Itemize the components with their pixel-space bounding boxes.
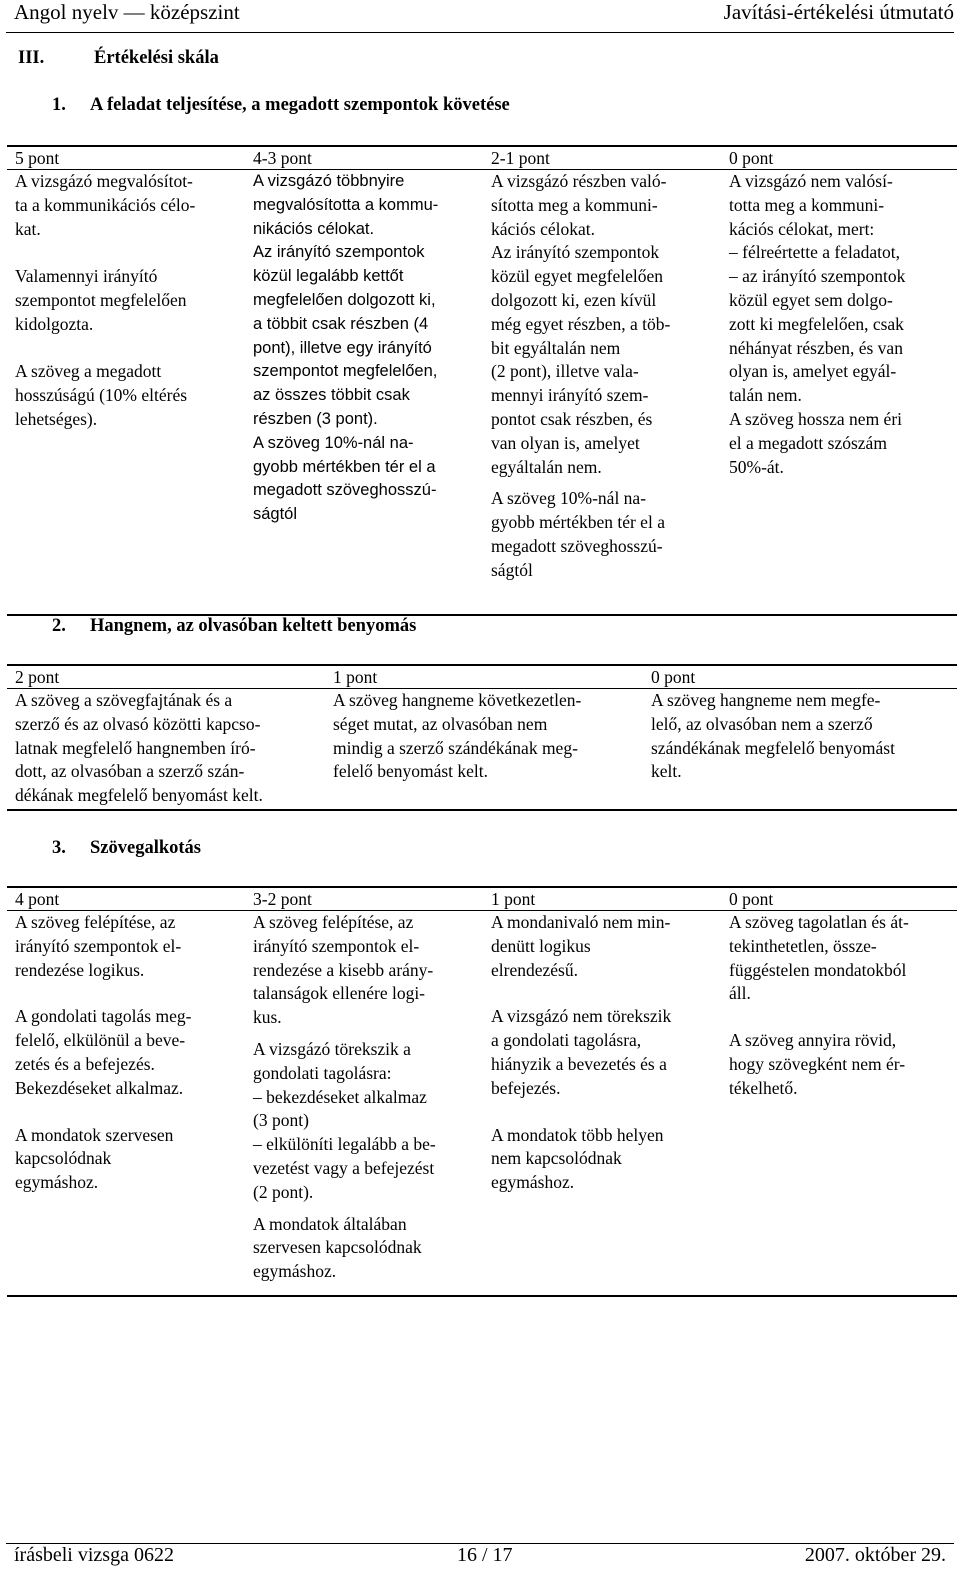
cell-part — [15, 1005, 245, 1100]
text-line: Az irányító szempontok — [253, 243, 425, 262]
text-line: A mondanivaló nem min- — [491, 912, 671, 932]
text-line: ságtól — [491, 559, 533, 580]
text-line: egymáshoz. — [491, 1172, 575, 1193]
text-line: séget mutat, az olvasóban nem — [333, 713, 548, 734]
text-line: nikációs célokat. — [253, 219, 375, 238]
text-line: tekinthetetlen, összе- — [729, 935, 877, 956]
text-line: A vizsgázó nem törekszik — [491, 1006, 672, 1027]
text-line: rendezése logikus. — [15, 959, 145, 980]
text-line: megfelelően dolgozott ki, — [253, 290, 436, 309]
text-line: közül legalább kettőt — [253, 267, 404, 286]
text-line: A vizsgázó megvalósítot- — [15, 171, 193, 191]
footer-page-number: 16 / 17 — [457, 1544, 513, 1566]
text-line: gyobb mértékben tér el a — [491, 512, 665, 533]
text-line: megvalósította a kommu- — [253, 195, 439, 214]
cell-part — [491, 487, 721, 582]
section-1-title — [52, 95, 510, 116]
text-line: dékának megfelelő benyomást kelt. — [15, 785, 263, 806]
text-line: Az irányító szempontok — [491, 242, 660, 263]
text-line: hiányzik a bevezetés és a — [491, 1053, 667, 1074]
text-line: bit egyáltalán nem — [491, 337, 621, 358]
section-3-label: Szövegalkotás — [90, 838, 201, 858]
cell-5-pont — [7, 170, 245, 616]
footer-date: 2007. október 29. — [804, 1544, 946, 1566]
column-header: 1 pont — [333, 667, 378, 687]
column-header: 4 pont — [15, 889, 60, 909]
text-line: szervesen kapcsolódnak — [253, 1237, 422, 1258]
text-line: vezetést vagy a befejezést — [253, 1157, 435, 1178]
text-line: A szöveg felépítése, az — [15, 912, 176, 932]
text-line: szándékának megfelelő benyomást — [651, 737, 895, 758]
text-line: kelt. — [651, 761, 682, 782]
text-line: A szöveg 10%-nál na- — [253, 433, 414, 452]
cell-part — [491, 170, 721, 479]
cell-4-pont — [7, 911, 245, 1297]
text-line: A gondolati tagolás meg- — [15, 1006, 192, 1027]
text-line: zetés és a befejezés. — [15, 1053, 155, 1074]
text-line: (2 pont). — [253, 1181, 314, 1202]
text-line: egymáshoz. — [253, 1261, 337, 1282]
text-line: szempontot megfelelően — [15, 289, 187, 310]
text-line: A vizsgázó törekszik a — [253, 1038, 411, 1059]
text-line: kációs célokat. — [491, 218, 595, 239]
text-line: Bekezdéseket alkalmaz. — [15, 1077, 184, 1098]
text-line: gondolati tagolásra: — [253, 1062, 392, 1083]
text-line: Valamennyi irányító — [15, 266, 158, 287]
text-line: ta a kommunikációs célo- — [15, 194, 196, 215]
text-line: A mondatok több helyen — [491, 1124, 664, 1145]
text-line: tékelhető. — [729, 1077, 798, 1098]
text-line: A vizsgázó nem valósí- — [729, 171, 893, 191]
cell-1-pont — [325, 689, 643, 811]
text-line: a többit csak részben (4 — [253, 314, 429, 333]
text-line: van olyan is, amelyet — [491, 432, 640, 453]
text-line: – bekezdéseket alkalmaz — [253, 1086, 427, 1107]
cell-part — [491, 1005, 721, 1100]
text-line: dolgozott ki, ezen kívül — [491, 289, 657, 310]
table-header-row — [7, 887, 957, 911]
cell-1-pont — [483, 911, 721, 1297]
text-line: A szöveg hossza nem éri — [729, 408, 903, 429]
text-line: befejezés. — [491, 1077, 561, 1098]
text-line: elrendezésű. — [491, 959, 578, 980]
text-line: áll. — [729, 983, 751, 1004]
column-header: 0 pont — [651, 667, 696, 687]
cell-part — [15, 1124, 245, 1195]
text-line: (3 pont) — [253, 1110, 309, 1131]
text-line: közül egyet sem dolgo- — [729, 289, 893, 310]
column-header: 0 pont — [729, 889, 774, 909]
text-line: totta meg a kommuni- — [729, 194, 885, 215]
section-2-label: Hangnem, az olvasóban keltett benyomás — [90, 616, 417, 636]
column-header: 1 pont — [491, 889, 536, 909]
column-header: 4-3 pont — [253, 148, 312, 168]
text-line: A szöveg hangneme nem megfe- — [651, 690, 881, 710]
text-line: A szöveg hangneme következetlen- — [333, 690, 582, 710]
text-line: 50%-át. — [729, 456, 784, 477]
table-row — [7, 170, 957, 616]
cell-part — [15, 911, 245, 982]
text-line: egyáltalán nem. — [491, 456, 602, 477]
column-header: 2-1 pont — [491, 148, 550, 168]
section-main-title — [18, 48, 219, 69]
cell-part — [253, 1038, 483, 1205]
text-line: A szöveg a megadott — [15, 361, 162, 382]
text-line: latnak megfelelő hangnemben író- — [15, 737, 256, 758]
table-header-row — [7, 146, 957, 170]
text-line: a gondolati tagolásra, — [491, 1030, 642, 1051]
table-tone — [7, 664, 957, 811]
text-line: függéstelen mondatokból — [729, 959, 907, 980]
text-line: szerző és az olvasó közötti kapcso- — [15, 713, 261, 734]
text-line: pontot csak részben, és — [491, 408, 653, 429]
text-line: kus. — [253, 1007, 282, 1028]
text-line: kációs célokat, mert: — [729, 218, 875, 239]
table-row — [7, 911, 957, 1297]
text-line: zott ki megfelelően, csak — [729, 313, 904, 334]
section-main-label: Értékelési skála — [94, 48, 219, 68]
table-task-completion — [7, 145, 957, 616]
text-line: az összes többit csak — [253, 386, 410, 405]
table-row — [7, 689, 957, 811]
column-header: 0 pont — [729, 148, 774, 168]
cell-0-pont — [721, 911, 957, 1297]
text-line — [15, 337, 245, 361]
text-line: felelő, elkülönül a beve- — [15, 1030, 186, 1051]
cell-0-pont — [643, 689, 957, 811]
text-line: egymáshoz. — [15, 1172, 99, 1193]
text-line: irányító szempontok el- — [253, 935, 420, 956]
cell-part — [729, 911, 957, 1006]
text-line: A vizsgázó részben való- — [491, 171, 667, 191]
text-line: A szöveg tagolatlan és át- — [729, 912, 909, 932]
cell-part — [253, 911, 483, 1030]
text-line: hogy szövegként nem ér- — [729, 1053, 906, 1074]
column-header: 2 pont — [15, 667, 60, 687]
cell-part — [729, 1029, 957, 1100]
text-line: néhányat részben, és van — [729, 337, 903, 358]
text-line: A szöveg a szövegfajtának és a — [15, 690, 233, 710]
cell-2-pont — [7, 689, 325, 811]
header-rule — [6, 32, 954, 33]
text-line: kidolgozta. — [15, 313, 94, 334]
text-line: olyan is, amelyet egyál- — [729, 361, 897, 382]
text-line: A szöveg 10%-nál na- — [491, 488, 647, 509]
text-line: talán nem. — [729, 385, 802, 406]
text-line: dott, az olvasóban a szerző szán- — [15, 761, 245, 782]
text-line: felelő benyomást kelt. — [333, 761, 489, 782]
text-line: kapcsolódnak — [15, 1148, 112, 1169]
text-line: szempontot megfelelően, — [253, 362, 438, 381]
text-line: rendezése a kisebb arány- — [253, 959, 434, 980]
text-line: talanságok ellenére logi- — [253, 983, 426, 1004]
text-line: közül egyet megfelelően — [491, 266, 664, 287]
text-line: megadott szöveghosszú- — [253, 481, 437, 500]
text-line: nem kapcsolódnak — [491, 1148, 622, 1169]
section-3-title — [52, 838, 201, 859]
section-2-title — [52, 616, 416, 637]
text-line: megadott szöveghosszú- — [491, 535, 663, 556]
column-header: 5 pont — [15, 148, 60, 168]
text-line: – elkülöníti legalább a be- — [253, 1134, 436, 1155]
section-1-label: A feladat teljesítése, a megadott szempontok követése — [90, 95, 510, 115]
text-line: A szöveg annyira rövid, — [729, 1030, 897, 1051]
text-line: – az irányító szempontok — [729, 266, 906, 287]
text-line: mennyi irányító szem- — [491, 385, 649, 406]
text-line: irányító szempontok el- — [15, 935, 182, 956]
text-line: lelő, az olvasóban nem a szerző — [651, 713, 873, 734]
section-3-num: 3. — [52, 838, 66, 858]
footer-exam-code: írásbeli vizsga 0622 — [14, 1544, 174, 1566]
section-2-num: 2. — [52, 616, 66, 636]
cell-3-2-pont — [245, 911, 483, 1297]
cell-part — [491, 911, 721, 982]
section-main-num: III. — [18, 48, 45, 68]
text-line: sította meg a kommuni- — [491, 194, 658, 215]
header-doc-type: Javítási-értékelési útmutató — [723, 0, 954, 24]
text-line: pont), illetve egy irányító — [253, 338, 432, 357]
text-line: el a megadott szószám — [729, 432, 887, 453]
table-header-row — [7, 665, 957, 689]
column-header: 3-2 pont — [253, 889, 312, 909]
header-subject: Angol nyelv — középszint — [14, 0, 240, 24]
text-line: kat. — [15, 218, 41, 239]
text-line: még egyet részben, a töb- — [491, 313, 671, 334]
cell-4-3-pont — [245, 170, 483, 616]
text-line: A vizsgázó többnyire — [253, 172, 405, 190]
text-line: A mondatok szervesen — [15, 1124, 174, 1145]
table-text-composition — [7, 886, 957, 1297]
text-line: – félreértette a feladatot, — [729, 242, 901, 263]
text-line: ságtól — [253, 505, 298, 524]
cell-2-1-pont — [483, 170, 721, 616]
text-line: részben (3 pont). — [253, 409, 378, 428]
text-line: gyobb mértékben tér el a — [253, 457, 436, 476]
text-line: hosszúságú (10% eltérés — [15, 385, 188, 406]
text-line: A mondatok általában — [253, 1213, 407, 1234]
text-line: mindig a szerző szándékának meg- — [333, 737, 578, 758]
text-line: denütt logikus — [491, 935, 591, 956]
text-line: lehetséges). — [15, 408, 98, 429]
text-line: (2 pont), illetve vala- — [491, 361, 639, 382]
cell-0-pont — [721, 170, 957, 616]
cell-part — [491, 1124, 721, 1195]
section-1-num: 1. — [52, 95, 66, 115]
cell-part — [253, 1213, 483, 1284]
text-line: A szöveg felépítése, az — [253, 912, 414, 932]
text-line — [15, 241, 245, 265]
